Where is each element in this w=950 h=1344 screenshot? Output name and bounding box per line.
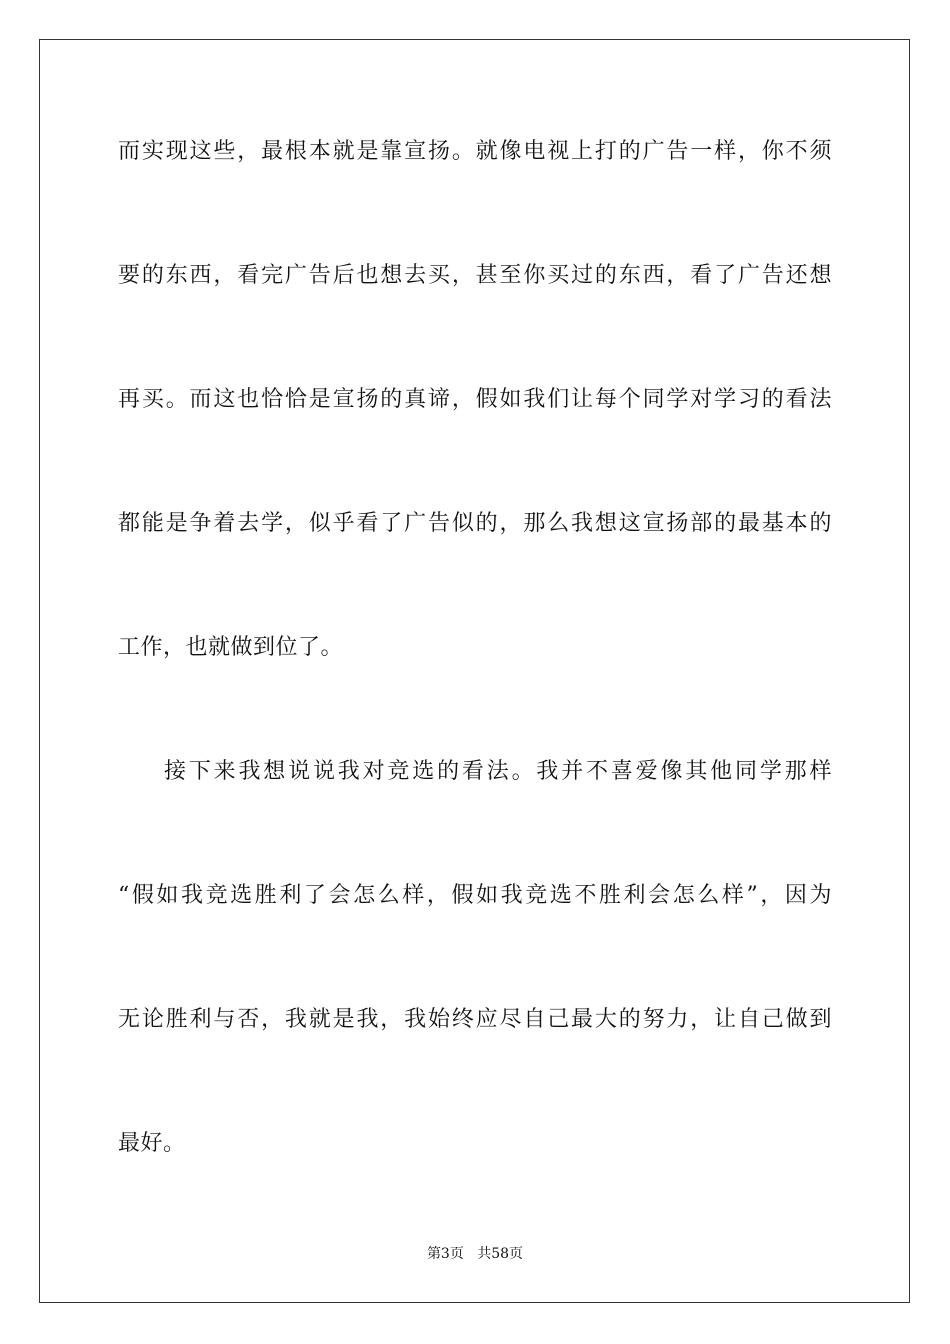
page-footer	[0, 1244, 950, 1264]
text-line: 工作，也就做到位了。	[118, 635, 344, 660]
text-line: 接下来我想说说我对竞选的看法。我并不喜爱像其他同学那样	[164, 759, 832, 784]
page-frame	[39, 39, 910, 1303]
text-line: 最好。	[118, 1131, 186, 1156]
text-line: 无论胜利与否，我就是我，我始终应尽自己最大的努力，让自己做到	[118, 1007, 832, 1032]
page-total: 共58页	[477, 1246, 524, 1262]
text-line: 要的东西，看完广告后也想去买，甚至你买过的东西，看了广告还想	[118, 263, 832, 288]
text-line: 再买。而这也恰恰是宣扬的真谛，假如我们让每个同学对学习的看法	[118, 387, 832, 412]
page-number: 第3页	[426, 1246, 464, 1262]
text-line: 都能是争着去学，似乎看了广告似的，那么我想这宣扬部的最基本的	[118, 511, 832, 536]
text-line: “假如我竞选胜利了会怎么样，假如我竞选不胜利会怎么样”，因为	[118, 883, 832, 908]
text-line: 而实现这些，最根本就是靠宣扬。就像电视上打的广告一样，你不须	[118, 139, 832, 164]
